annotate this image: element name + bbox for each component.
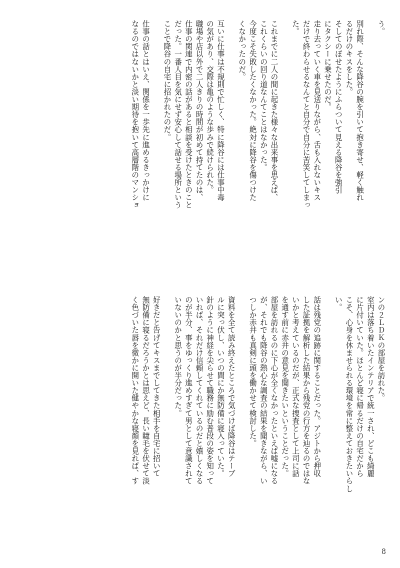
text-line: 針のように神経を尖らせて職務に励む普段の姿を知って bbox=[205, 296, 215, 485]
text-line: の気があり、交際は亀のような歩みで続けられた。 bbox=[205, 20, 215, 194]
text-line: いれば、それだけ信頼してくれているのだと嬉しくなる bbox=[195, 296, 205, 485]
text-line: 今度こそ失敗したくなかった。絶対に降谷を傷つけた bbox=[248, 20, 258, 202]
text-line: 職場や店以外で二人きりの時間が初めて持てたのは、 bbox=[195, 20, 205, 202]
text-line: が、それでも降谷の熱心な調査の結果を聞きながら、い bbox=[259, 296, 269, 485]
text-line: のが半分、事をゆっくり進めすぎて男として意識されて bbox=[184, 296, 194, 485]
text-line bbox=[279, 20, 290, 28]
text-line bbox=[161, 296, 172, 304]
text-line: くなかったのだ。 bbox=[237, 20, 247, 81]
text-line: 無防備に寝るだろうかとは思えど、長い睫毛を伏せて淡 bbox=[141, 296, 151, 485]
text-line bbox=[322, 296, 333, 304]
text-line: を通す前に赤井の意見を聞きたいということだった。 bbox=[280, 296, 290, 478]
text-line: だけで終わらせるなんてと自分で自分に苦笑してしまっ bbox=[302, 20, 312, 209]
text-line bbox=[365, 20, 376, 28]
text-line: そしてのぼせたようにふらついて見える降谷を強引 bbox=[334, 20, 344, 194]
text-line: 好きだと告げてキスまでしてきた相手を自宅に招いて bbox=[152, 296, 162, 478]
lower-text-block bbox=[14, 296, 386, 558]
text-line: 仕事の関連で内密の話があると相談を受けたときのこと bbox=[184, 20, 194, 209]
text-line: 別れ際、そんな降谷の腕を引いて抱き寄せ、軽く触れ bbox=[355, 20, 365, 202]
text-line bbox=[151, 20, 162, 28]
text-line: これまでに二人の間に起きた様々な出来事を思えば、 bbox=[269, 20, 279, 202]
text-line: なるのではないかと淡い期待を抱いて高層階のマンショ bbox=[130, 20, 140, 209]
text-line: ンの２ＬＤＫの部屋を訪れた。 bbox=[377, 296, 386, 402]
text-line: 話は残党の追跡に関することだった。アジトから押収 bbox=[312, 296, 322, 478]
text-line bbox=[225, 20, 236, 28]
text-line: 互いに仕事は不規則で忙しく、特に降谷には仕事中毒 bbox=[216, 20, 226, 202]
page-number: 8 bbox=[381, 548, 386, 556]
text-line: た。 bbox=[291, 20, 301, 36]
text-line: う。 bbox=[377, 20, 386, 36]
text-line: これくらいの回り道なんてことはなかった。 bbox=[259, 20, 269, 171]
text-line: にタクシーに乗せたのだ。 bbox=[323, 20, 333, 111]
text-line: 資料を全て読み終えたところで気づけば降谷はテーブ bbox=[227, 296, 237, 478]
text-line: るだけのキスをした。 bbox=[344, 20, 354, 96]
text-line: ルに突っ伏し、いつの間にか無防備に寝入っていた。 bbox=[216, 296, 226, 478]
text-line: に片付いていた。ほとんど寝に帰るだけの自宅だから bbox=[355, 296, 365, 478]
text-line: 部屋を訪れるのに下心が全くなかったといえば嘘になる bbox=[269, 296, 279, 485]
text-line: いないのかと思うのが半分だった。 bbox=[173, 296, 183, 417]
text-line: いかと考えているのだが、正式な捜査として上司に話 bbox=[291, 296, 301, 478]
text-line bbox=[236, 296, 247, 304]
upper-text-block bbox=[14, 20, 386, 282]
text-line: い。 bbox=[334, 296, 344, 312]
text-line: ことで降谷の自宅に招かれたのだ。 bbox=[162, 20, 172, 141]
text-line: く色づいた唇を微かに開いた健やかな寝顔を見れば、す bbox=[130, 296, 140, 485]
text-line: 仕事の話とはいえ、関係を一歩先に進めるきっかけに bbox=[141, 20, 151, 202]
text-line: 走り去っていく車を見送りながら、舌も入れないキス bbox=[312, 20, 322, 202]
text-line: だった。一番人目を気にせず安心して話せる場所という bbox=[173, 20, 183, 209]
text-line: 室内は落ち着いたインテリアで統一され、どこも綺麗 bbox=[366, 296, 376, 478]
text-line: こそ、心身を休ませられる環境を常に整えておきたいらし bbox=[344, 296, 354, 493]
text-line: した証拠を解析した結果から残党の行方を辿るのではな bbox=[302, 296, 312, 485]
text-line: つしか赤井も真剣に頭を働かせて検討した。 bbox=[248, 296, 258, 447]
